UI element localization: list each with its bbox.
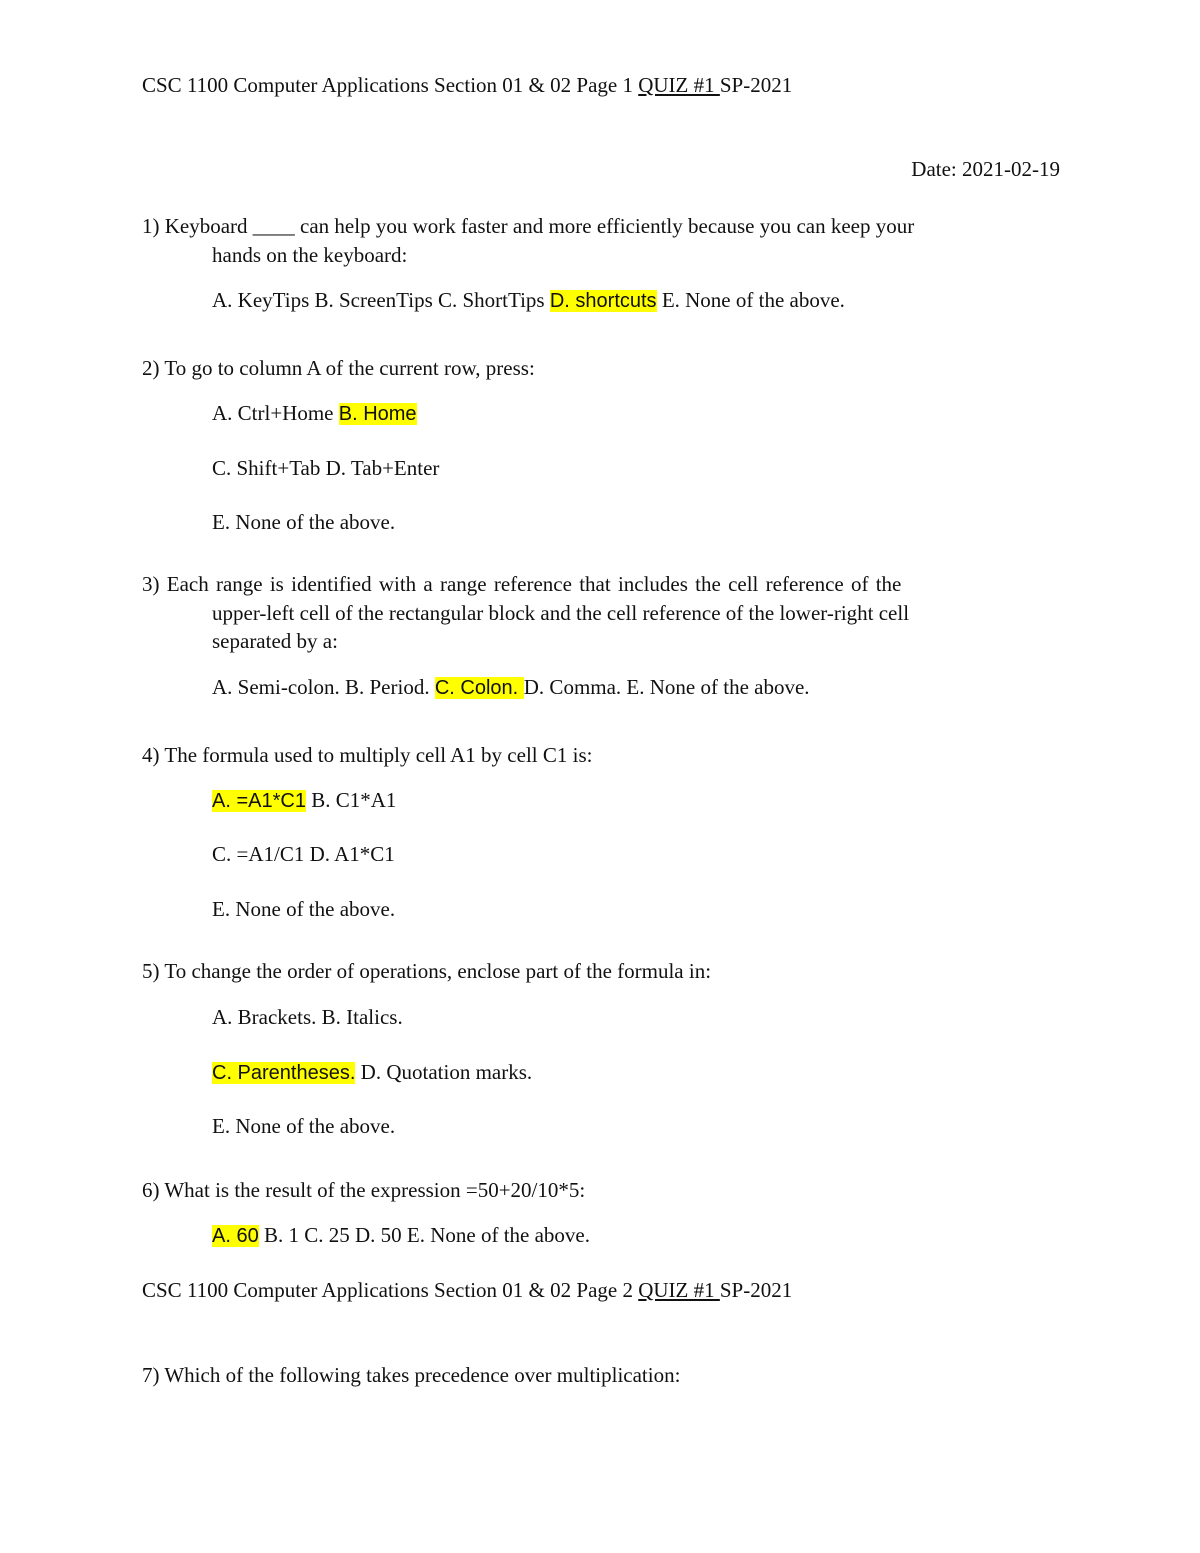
option-text: D. Comma. E. None of the above. <box>523 675 810 699</box>
answer-highlight: C. Parentheses. <box>212 1062 356 1084</box>
header-course: CSC 1100 Computer Applications Section 01 & 02 Page 2 <box>142 1278 639 1302</box>
option-text: A. Semi-colon. B. Period. <box>212 675 435 699</box>
question-1-line-2: hands on the keyboard: <box>212 243 408 267</box>
page-header-2 <box>142 1277 792 1304</box>
quiz-date: Date: 2021-02-19 <box>911 157 1060 181</box>
option-text: E. None of the above. <box>656 288 845 312</box>
question-3-line-1: 3) Each range is identified with a range reference that includes the cell reference of the <box>142 572 902 596</box>
question-4-text: 4) The formula used to multiply cell A1 by cell C1 is: <box>142 743 593 767</box>
header-term: SP-2021 <box>719 73 793 97</box>
question-1-options <box>212 287 845 314</box>
question-2-options-cd: C. Shift+Tab D. Tab+Enter <box>212 456 440 480</box>
answer-highlight: A. =A1*C1 <box>212 790 306 812</box>
question-2-option-e: E. None of the above. <box>212 510 396 534</box>
option-text: B. 1 C. 25 D. 50 E. None of the above. <box>258 1223 590 1247</box>
question-2-options-ab <box>212 400 417 427</box>
question-5-text: 5) To change the order of operations, enclose part of the formula in: <box>142 959 712 983</box>
question-4-option-e: E. None of the above. <box>212 897 396 921</box>
question-3-options <box>212 674 810 701</box>
question-3-line-2: upper-left cell of the rectangular block and the cell reference of the lower-right cell <box>212 601 910 625</box>
question-1-line-1: 1) Keyboard ____ can help you work faster and more efficiently because you can keep your <box>142 214 915 238</box>
answer-highlight: A. 60 <box>212 1225 259 1247</box>
question-3-line-3: separated by a: <box>212 629 338 653</box>
option-text: A. Ctrl+Home <box>212 401 339 425</box>
question-7-text: 7) Which of the following takes precedence over multiplication: <box>142 1363 681 1387</box>
question-5-options-ab: A. Brackets. B. Italics. <box>212 1005 403 1029</box>
question-6-options <box>212 1222 590 1249</box>
answer-highlight: C. Colon. <box>434 677 524 699</box>
option-text: D. Quotation marks. <box>355 1060 533 1084</box>
header-course: CSC 1100 Computer Applications Section 01 & 02 Page 1 <box>142 73 639 97</box>
option-text: B. C1*A1 <box>305 788 397 812</box>
header-quiz: QUIZ #1 <box>638 73 720 97</box>
question-5-option-e: E. None of the above. <box>212 1114 396 1138</box>
header-quiz: QUIZ #1 <box>638 1278 720 1302</box>
page-header <box>142 72 792 99</box>
question-4-options-cd: C. =A1/C1 D. A1*C1 <box>212 842 395 866</box>
question-4-options-ab <box>212 787 396 814</box>
answer-highlight: D. shortcuts <box>549 290 657 312</box>
question-2-text: 2) To go to column A of the current row, press: <box>142 356 535 380</box>
header-term: SP-2021 <box>719 1278 793 1302</box>
question-6-text: 6) What is the result of the expression =50+20/10*5: <box>142 1178 586 1202</box>
answer-highlight: B. Home <box>338 403 417 425</box>
option-text: A. KeyTips B. ScreenTips C. ShortTips <box>212 288 550 312</box>
question-5-options-cd <box>212 1059 532 1086</box>
